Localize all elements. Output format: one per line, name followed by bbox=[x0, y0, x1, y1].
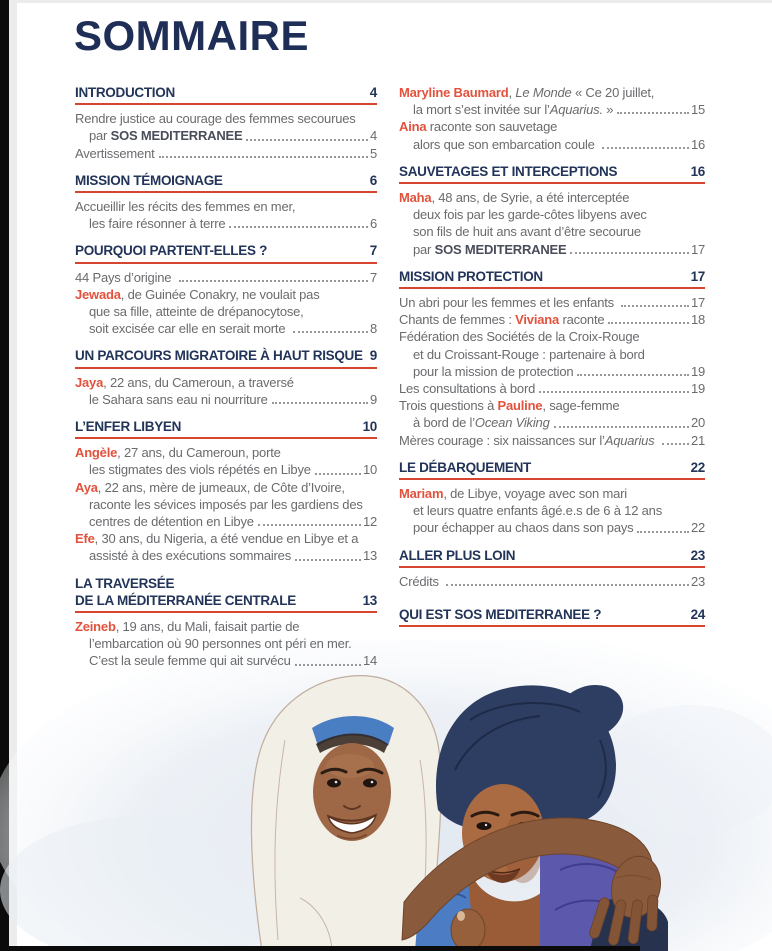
toc-entry-line[interactable] bbox=[75, 215, 377, 232]
dotted-leader bbox=[602, 147, 689, 149]
toc-entry-line[interactable] bbox=[399, 363, 705, 380]
toc-entry-text: par bbox=[413, 241, 435, 257]
toc-entry-text: raconte les sévices imposés par les gardiens des bbox=[89, 496, 363, 512]
toc-section-page-number: 23 bbox=[690, 547, 705, 563]
toc-entry-line[interactable] bbox=[75, 444, 377, 461]
toc-entry-text: et leurs quatre enfants âgé.e.s de 6 à 12 ans bbox=[413, 503, 663, 519]
toc-entry-line[interactable] bbox=[399, 241, 705, 258]
toc-entry-page-number: 17 bbox=[690, 241, 705, 257]
toc-entry-text: , bbox=[508, 85, 516, 100]
toc-entry-page-number: 21 bbox=[690, 432, 705, 448]
toc-entry-text: centres de détention en Libye bbox=[89, 514, 254, 530]
toc-entry-name: Zeineb bbox=[75, 619, 116, 635]
toc-entry-text: et du Croissant-Rouge : partenaire à bord bbox=[413, 346, 645, 362]
toc-entry-text: les stigmates des viols répétés en Libye bbox=[89, 462, 311, 478]
toc-entry-page-number: 13 bbox=[362, 548, 377, 564]
toc-entry-text: soit excisée car elle en serait morte bbox=[89, 321, 289, 337]
toc-entry-text: raconte son sauvetage bbox=[426, 119, 558, 135]
toc-section bbox=[399, 547, 705, 590]
toc-section-page-number: 22 bbox=[690, 459, 705, 475]
toc-entry-line[interactable] bbox=[75, 547, 377, 564]
dotted-leader bbox=[446, 584, 689, 586]
toc-entry-page-number: 7 bbox=[369, 269, 377, 285]
toc-section bbox=[399, 84, 705, 153]
toc-entry-text: Mères courage : six naissances sur l’ bbox=[399, 432, 605, 448]
toc-section-heading[interactable] bbox=[75, 347, 377, 368]
dotted-leader bbox=[229, 226, 368, 228]
toc-entry-line[interactable] bbox=[399, 294, 705, 311]
toc-entry-page-number: 19 bbox=[690, 381, 705, 397]
toc-entry-line[interactable] bbox=[399, 414, 705, 431]
toc-section bbox=[75, 84, 377, 162]
toc-entry-line[interactable] bbox=[399, 380, 705, 397]
toc-entry-line[interactable] bbox=[75, 303, 377, 320]
toc-entry-name: Jaya bbox=[75, 374, 104, 390]
toc-entry-text: par bbox=[89, 128, 111, 144]
toc-entry-text: SOS MEDITERRANEE bbox=[110, 128, 243, 144]
toc-entry-text: son fils de huit ans avant d’être secourue bbox=[413, 224, 641, 240]
toc-entry-page-number: 15 bbox=[690, 102, 705, 118]
toc-entry-text: , 22 ans, mère de jumeaux, de Côte d’Ivoire, bbox=[97, 479, 345, 495]
toc-section-page-number: 10 bbox=[362, 419, 377, 435]
toc-section-page-number: 16 bbox=[690, 163, 705, 179]
toc-entry-name: Viviana bbox=[515, 312, 560, 328]
toc-section-heading-text: DE LA MÉDITERRANÉE CENTRALE bbox=[75, 592, 296, 608]
dotted-leader bbox=[662, 443, 689, 445]
toc-section-heading-text: QUI EST SOS MEDITERRANEE ? bbox=[399, 607, 602, 623]
toc-entry-name: Jewada bbox=[75, 286, 121, 302]
toc-entry-text: Chants de femmes : bbox=[399, 312, 516, 328]
toc-entry-text: Rendre justice au courage des femmes secourues bbox=[75, 111, 356, 127]
toc-section bbox=[75, 418, 377, 565]
toc-entry-line[interactable] bbox=[75, 145, 377, 162]
dotted-leader bbox=[272, 402, 368, 404]
toc-column-right bbox=[399, 84, 705, 637]
toc-section-page-number: 17 bbox=[690, 268, 705, 284]
toc-section-heading[interactable] bbox=[75, 242, 377, 263]
toc-entry-line[interactable] bbox=[75, 391, 377, 408]
toc-section-heading-text: POURQUOI PARTENT-ELLES ? bbox=[75, 243, 268, 259]
toc-section bbox=[75, 347, 377, 408]
toc-entry-line[interactable] bbox=[75, 635, 377, 652]
toc-entry-name: Aina bbox=[399, 119, 427, 135]
toc-section-heading[interactable] bbox=[399, 547, 705, 568]
toc-entry-line[interactable] bbox=[399, 118, 705, 135]
toc-entry-line[interactable] bbox=[399, 346, 705, 363]
toc-entry-line[interactable] bbox=[75, 530, 377, 547]
toc-entry-text: SOS MEDITERRANEE bbox=[434, 241, 567, 257]
toc-entry-line[interactable] bbox=[399, 101, 705, 118]
toc-entry-text: Aquarius bbox=[604, 432, 655, 448]
toc-entry-line[interactable] bbox=[399, 432, 705, 449]
dotted-leader bbox=[554, 426, 689, 428]
toc-entry-line[interactable] bbox=[399, 223, 705, 240]
toc-entry-name: Angèle bbox=[75, 445, 118, 461]
toc-section-page-number: 24 bbox=[690, 607, 705, 623]
toc-section-heading[interactable] bbox=[75, 592, 377, 613]
toc-section-heading-text: LA TRAVERSÉE bbox=[75, 575, 175, 591]
toc-entry-line[interactable] bbox=[399, 206, 705, 223]
toc-entry-line[interactable] bbox=[399, 328, 705, 345]
toc-section-heading[interactable] bbox=[399, 606, 705, 627]
toc-entry-page-number: 17 bbox=[690, 295, 705, 311]
toc-entry-line[interactable] bbox=[75, 127, 377, 144]
illustration-two-women-embracing bbox=[0, 640, 772, 951]
toc-entry-line[interactable] bbox=[75, 374, 377, 391]
toc-entry-text: » bbox=[602, 102, 614, 118]
toc-section-heading[interactable] bbox=[399, 163, 705, 184]
toc-entry-text: deux fois par les garde-côtes libyens avec bbox=[413, 207, 647, 223]
toc-entry-page-number: 4 bbox=[369, 128, 377, 144]
toc-section-heading-text: UN PARCOURS MIGRATOIRE À HAUT RISQUE bbox=[75, 348, 363, 364]
toc-entry-page-number: 5 bbox=[369, 145, 377, 161]
dotted-leader bbox=[608, 322, 689, 324]
toc-entry-page-number: 23 bbox=[690, 573, 705, 589]
toc-entry-text: Avertissement bbox=[75, 145, 155, 161]
toc-section bbox=[75, 242, 377, 337]
toc-section bbox=[399, 459, 705, 537]
page-title: SOMMAIRE bbox=[74, 12, 309, 59]
toc-entry-text: que sa fille, atteinte de drépanocytose, bbox=[89, 304, 304, 320]
toc-entry-text: Ocean Viking bbox=[474, 415, 550, 431]
toc-entry-page-number: 12 bbox=[362, 514, 377, 530]
dotted-leader bbox=[293, 331, 368, 333]
toc-entry-name: Aya bbox=[75, 479, 98, 495]
toc-entry-line[interactable] bbox=[75, 618, 377, 635]
toc-entry-text: Crédits bbox=[399, 573, 443, 589]
toc-entry-line[interactable] bbox=[75, 513, 377, 530]
dotted-leader bbox=[621, 305, 689, 307]
toc-entry-text: C’est la seule femme qui ait survécu bbox=[89, 653, 291, 669]
toc-entry-text: 44 Pays d’origine bbox=[75, 269, 175, 285]
toc-entry-page-number: 10 bbox=[362, 462, 377, 478]
toc-entry-name: Efe bbox=[75, 531, 95, 547]
toc-section-heading-text: MISSION TÉMOIGNAGE bbox=[75, 172, 223, 188]
toc-entry-page-number: 16 bbox=[690, 136, 705, 152]
toc-entry-line[interactable] bbox=[399, 136, 705, 153]
toc-section-page-number: 6 bbox=[369, 172, 377, 188]
toc-entry-text: , 30 ans, du Nigeria, a été vendue en Libye et a bbox=[94, 531, 359, 547]
toc-entry-text: , 22 ans, du Cameroun, a traversé bbox=[103, 374, 294, 390]
toc-entry-text: , 19 ans, du Mali, faisait partie de bbox=[115, 619, 300, 635]
toc-section bbox=[399, 268, 705, 449]
toc-entry-line[interactable] bbox=[75, 110, 377, 127]
toc-entry-text: , de Libye, voyage avec son mari bbox=[443, 486, 627, 502]
toc-entry-line[interactable] bbox=[399, 311, 705, 328]
toc-entry-line[interactable] bbox=[399, 519, 705, 536]
toc-entry-line[interactable] bbox=[399, 397, 705, 414]
toc-entry-line[interactable] bbox=[399, 573, 705, 590]
toc-section-heading[interactable] bbox=[75, 172, 377, 193]
toc-section-heading-text: LE DÉBARQUEMENT bbox=[399, 459, 532, 475]
dotted-leader bbox=[295, 664, 361, 666]
toc-entry-line[interactable] bbox=[399, 84, 705, 101]
toc-section-heading-text: SAUVETAGES ET INTERCEPTIONS bbox=[399, 163, 618, 179]
toc-entry-text: assisté à des exécutions sommaires bbox=[89, 548, 292, 564]
toc-entry-text: la mort s’est invitée sur l’ bbox=[413, 102, 550, 118]
toc-entry-line[interactable] bbox=[399, 189, 705, 206]
toc-entry-text bbox=[654, 432, 657, 449]
toc-entry-line[interactable] bbox=[75, 479, 377, 496]
toc-entry-text: Trois questions à bbox=[399, 398, 498, 414]
toc-entry-page-number: 9 bbox=[369, 391, 377, 407]
dotted-leader bbox=[637, 531, 688, 533]
toc-entry-text: Un abri pour les femmes et les enfants bbox=[399, 295, 618, 311]
toc-section-page-number: 9 bbox=[369, 348, 377, 364]
toc-entry-text: Le Monde bbox=[515, 85, 572, 100]
toc-section-heading-text: INTRODUCTION bbox=[75, 85, 175, 100]
toc-entry-page-number: 6 bbox=[369, 216, 377, 232]
toc-section bbox=[399, 163, 705, 258]
toc-entry-page-number: 18 bbox=[690, 312, 705, 328]
toc-section-page-number: 4 bbox=[369, 85, 377, 100]
toc-entry-page-number: 14 bbox=[362, 653, 377, 669]
toc-entry-line[interactable] bbox=[75, 320, 377, 337]
toc-entry-page-number: 19 bbox=[690, 363, 705, 379]
toc-section-page-number: 7 bbox=[369, 243, 377, 259]
dotted-leader bbox=[246, 139, 367, 141]
toc-entry-text: raconte bbox=[559, 312, 605, 328]
toc-section-page-number: 13 bbox=[362, 592, 377, 608]
toc-section-heading[interactable] bbox=[399, 268, 705, 289]
toc-entry-text: Fédération des Sociétés de la Croix-Rouge bbox=[399, 329, 640, 345]
dotted-leader bbox=[577, 374, 689, 376]
toc-entry-text: alors que son embarcation coule bbox=[413, 136, 599, 152]
dotted-leader bbox=[539, 391, 689, 393]
toc-entry-text: Les consultations à bord bbox=[399, 381, 536, 397]
toc-entry-text: « Ce 20 juillet, bbox=[571, 85, 655, 100]
toc-section-heading[interactable] bbox=[75, 84, 377, 105]
toc-section-heading[interactable] bbox=[75, 575, 377, 592]
toc-entry-text: l’embarcation où 90 personnes ont péri en mer. bbox=[89, 636, 352, 652]
dotted-leader bbox=[570, 252, 688, 254]
toc-entry-page-number: 20 bbox=[690, 415, 705, 431]
toc-entry-line[interactable] bbox=[75, 198, 377, 215]
toc-section-heading[interactable] bbox=[75, 418, 377, 439]
toc-entry-line[interactable] bbox=[75, 461, 377, 478]
toc-entry-name: Maha bbox=[399, 190, 432, 206]
toc-entry-line[interactable] bbox=[399, 502, 705, 519]
dotted-leader bbox=[258, 524, 361, 526]
toc-entry-name: Pauline bbox=[497, 398, 543, 414]
toc-column-left bbox=[75, 84, 377, 680]
toc-entry-line[interactable] bbox=[75, 269, 377, 286]
toc-entry-text: le Sahara sans eau ni nourriture bbox=[89, 391, 268, 407]
toc-section bbox=[75, 172, 377, 233]
dotted-leader bbox=[617, 112, 689, 114]
toc-entry-text: , 48 ans, de Syrie, a été interceptée bbox=[431, 190, 630, 206]
dotted-leader bbox=[159, 156, 368, 158]
toc-entry-text: pour la mission de protection bbox=[413, 363, 574, 379]
toc-entry-text: pour échapper au chaos dans son pays bbox=[413, 520, 634, 536]
toc-entry-page-number: 22 bbox=[690, 520, 705, 536]
toc-entry-text: Aquarius. bbox=[549, 102, 603, 118]
dotted-leader bbox=[179, 280, 368, 282]
toc-entry-text: , sage-femme bbox=[542, 398, 620, 414]
toc-entry-line[interactable] bbox=[75, 496, 377, 513]
toc-entry-text: Accueillir les récits des femmes en mer, bbox=[75, 199, 296, 215]
toc-entry-line[interactable] bbox=[399, 485, 705, 502]
toc-entry-name: Maryline Baumard bbox=[399, 85, 509, 100]
toc-section bbox=[399, 606, 705, 627]
dotted-leader bbox=[295, 559, 361, 561]
toc-entry-page-number: 8 bbox=[369, 321, 377, 337]
toc-entry-line[interactable] bbox=[75, 286, 377, 303]
dotted-leader bbox=[315, 473, 361, 475]
toc-entry-name: Mariam bbox=[399, 486, 444, 502]
toc-entry-text: , 27 ans, du Cameroun, porte bbox=[117, 445, 281, 461]
viewer-edge-bottom bbox=[0, 946, 640, 951]
toc-entry-text: à bord de l’ bbox=[413, 415, 475, 431]
toc-entry-text: , de Guinée Conakry, ne voulait pas bbox=[120, 286, 320, 302]
toc-section bbox=[75, 575, 377, 670]
toc-section-heading-text: MISSION PROTECTION bbox=[399, 268, 543, 284]
toc-section-heading-text: L’ENFER LIBYEN bbox=[75, 419, 182, 435]
toc-section-heading-text: ALLER PLUS LOIN bbox=[399, 547, 516, 563]
toc-entry-text: les faire résonner à terre bbox=[89, 216, 226, 232]
toc-entry-line[interactable] bbox=[75, 652, 377, 669]
toc-section-heading[interactable] bbox=[399, 459, 705, 480]
